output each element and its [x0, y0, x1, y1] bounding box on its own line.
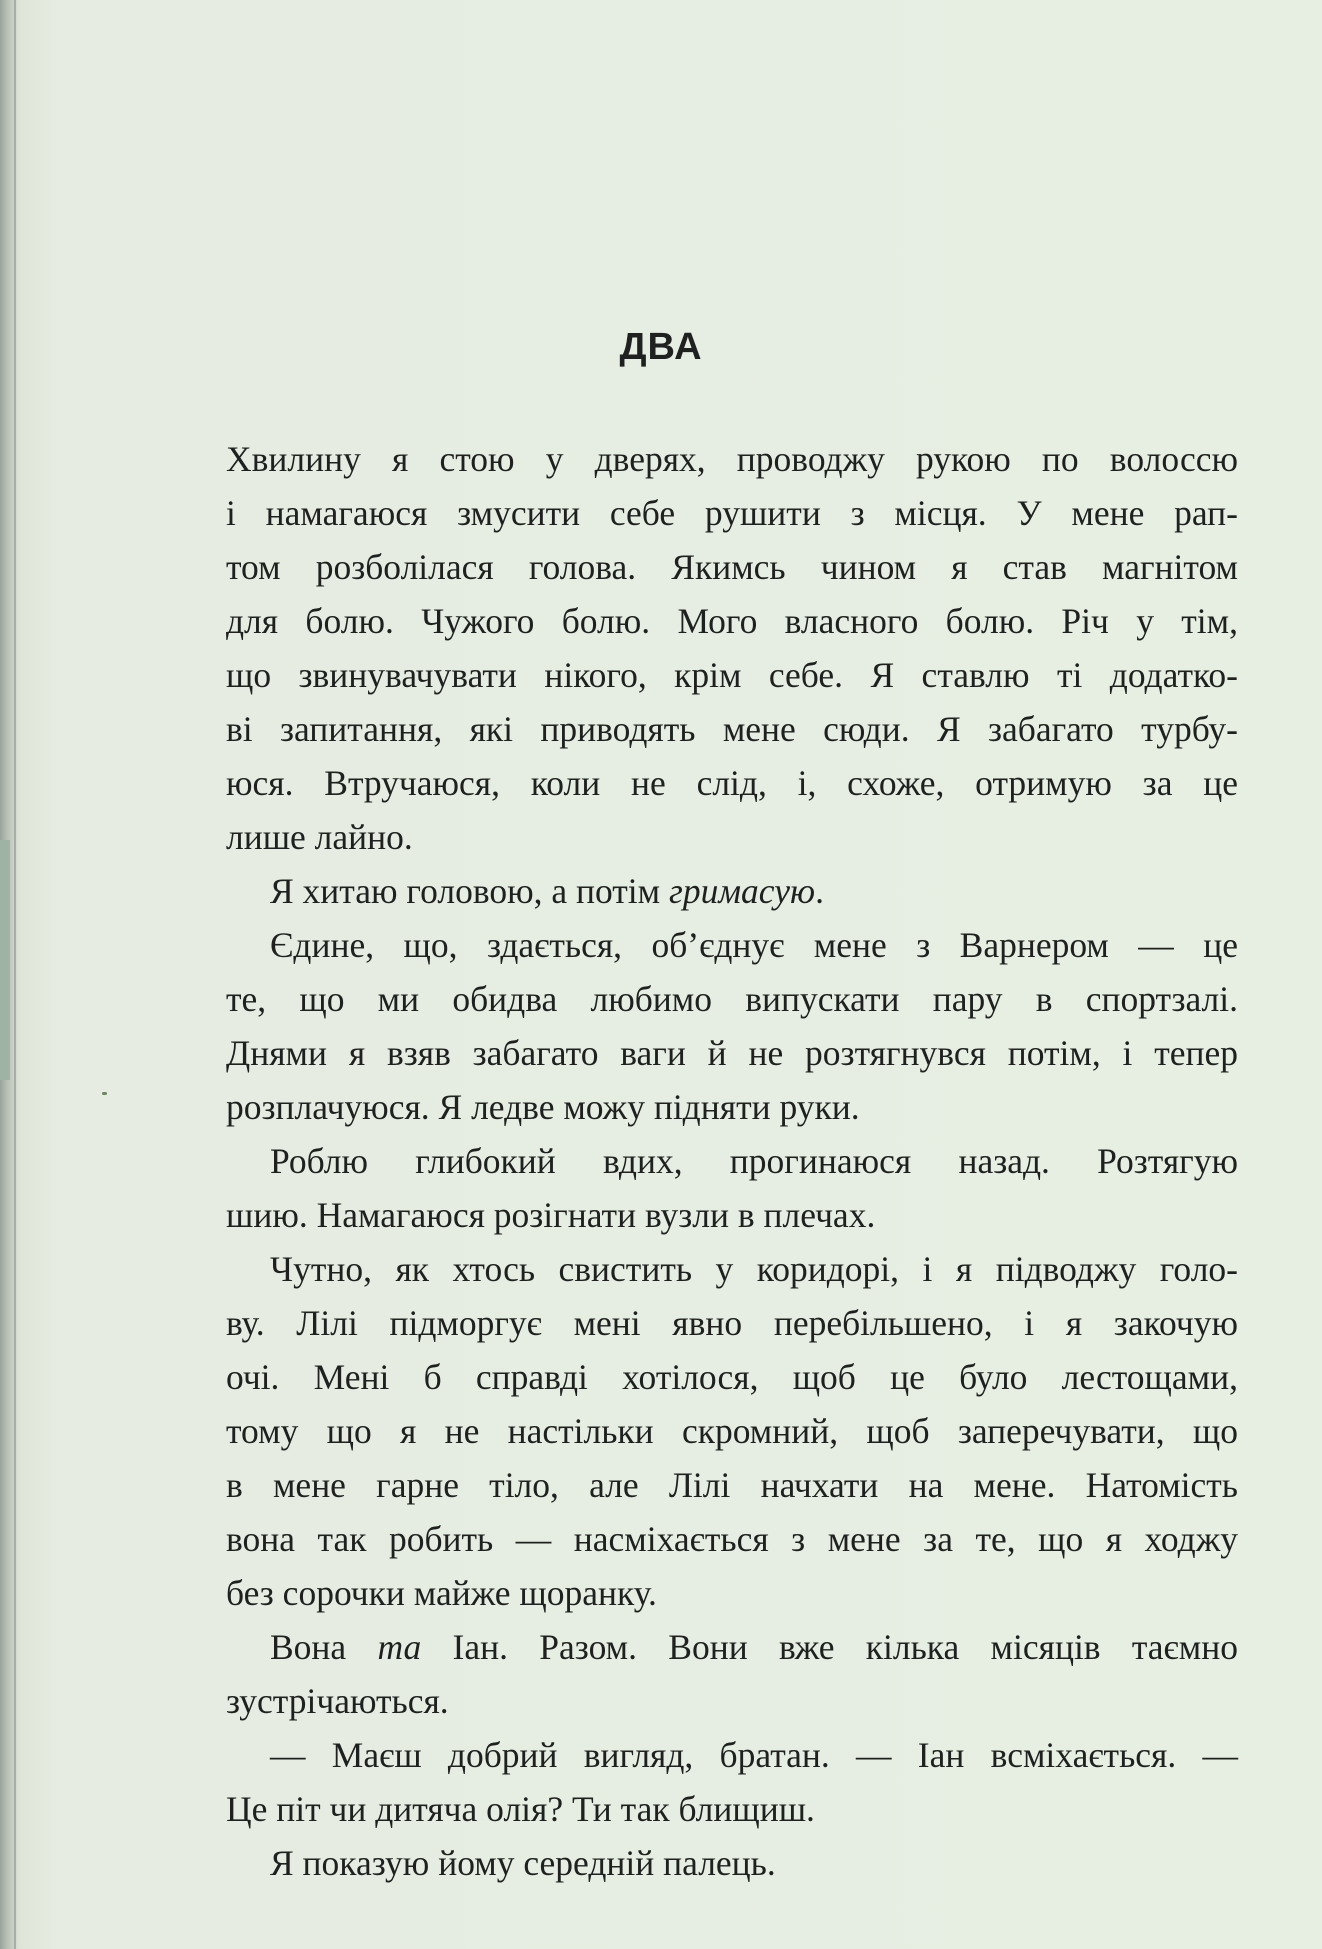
text-line: Хвилину я стою у дверях, проводжу рукою по волоссю — [226, 439, 1238, 479]
text-run: Я хитаю головою, а потім — [270, 871, 669, 911]
text-line: шию. Намагаюся розігнати вузли в плечах. — [226, 1195, 876, 1235]
text-line: вона так робить — насміхається з мене за те, що я ходжу — [226, 1519, 1238, 1559]
text-line: лише лайно. — [226, 817, 413, 857]
text-line: Чутно, як хтось свистить у коридорі, і я підводжу голо- — [270, 1249, 1238, 1289]
page-gutter-line — [14, 0, 16, 1949]
body-text — [226, 432, 1238, 1890]
paragraph-6 — [226, 1620, 1238, 1728]
paragraph-5 — [226, 1242, 1238, 1620]
text-run: . — [815, 871, 824, 911]
text-run: Іан. Разом. Вони вже кілька місяців таємно — [421, 1627, 1238, 1667]
chapter-title: ДВА — [619, 326, 703, 368]
paragraph-3 — [226, 918, 1238, 1134]
text-run: Вона — [270, 1627, 378, 1667]
text-line — [226, 864, 1238, 918]
text-line: — Маєш добрий вигляд, братан. — Іан всміхається. — — [270, 1735, 1238, 1775]
italic-text: гримасую — [669, 871, 816, 911]
text-line: очі. Мені б справді хотілося, щоб це було лестощами, — [226, 1357, 1238, 1397]
paragraph-4 — [226, 1134, 1238, 1242]
text-line: том розболілася голова. Якимсь чином я став магнітом — [226, 547, 1238, 587]
text-line: Днями я взяв забагато ваги й не розтягнувся потім, і тепер — [226, 1033, 1238, 1073]
text-line: Це піт чи дитяча олія? Ти так блищиш. — [226, 1789, 815, 1829]
text-line: для болю. Чужого болю. Мого власного болю. Річ у тім, — [226, 601, 1238, 641]
text-line: зустрічаються. — [226, 1681, 449, 1721]
text-line: тому що я не настільки скромний, щоб заперечувати, що — [226, 1411, 1238, 1451]
paragraph-1 — [226, 432, 1238, 864]
text-line: ві запитання, які приводять мене сюди. Я забагато турбу- — [226, 709, 1238, 749]
italic-text: та — [377, 1627, 422, 1667]
text-line: що звинувачувати нікого, крім себе. Я ставлю ті додатко- — [226, 655, 1238, 695]
paragraph-2 — [226, 864, 1238, 918]
page-edge-marker — [0, 840, 10, 1080]
text-line: те, що ми обидва любимо випускати пару в спортзалі. — [226, 979, 1238, 1019]
paper-speck — [102, 1092, 107, 1095]
text-line: в мене гарне тіло, але Лілі начхати на мене. Натомість — [226, 1465, 1238, 1505]
text-line: без сорочки майже щоранку. — [226, 1573, 657, 1613]
text-line: і намагаюся змусити себе рушити з місця. У мене рап- — [226, 493, 1238, 533]
text-line: Я показую йому середній палець. — [270, 1843, 776, 1883]
paragraph-8 — [226, 1836, 1238, 1890]
text-line: Роблю глибокий вдих, прогинаюся назад. Розтягую — [270, 1141, 1238, 1181]
text-line — [226, 1620, 1238, 1674]
text-line: розплачуюся. Я ледве можу підняти руки. — [226, 1087, 860, 1127]
text-line: Єдине, що, здається, об’єднує мене з Варнером — це — [270, 925, 1238, 965]
text-line: ву. Лілі підморгує мені явно перебільшено, і я закочую — [226, 1303, 1238, 1343]
paragraph-7 — [226, 1728, 1238, 1836]
text-line: юся. Втручаюся, коли не слід, і, схоже, отримую за це — [226, 763, 1238, 803]
